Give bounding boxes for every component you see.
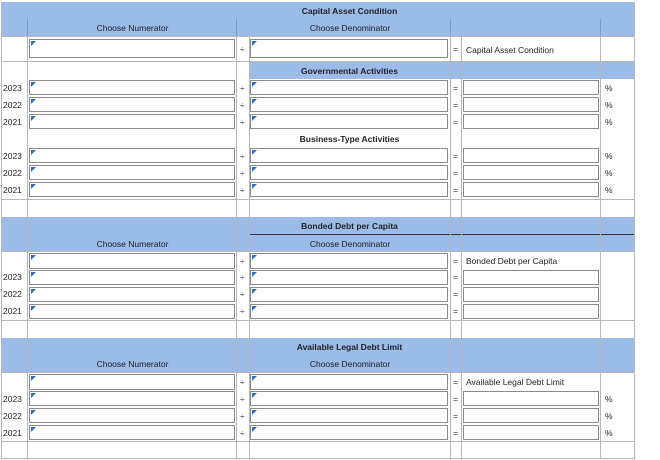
year-label: 2022	[3, 411, 22, 421]
year-label: 2022	[3, 100, 22, 110]
capital-denominator-header: Choose Denominator	[309, 23, 391, 33]
divide-icon: ÷	[240, 83, 245, 93]
bonded-result-2022[interactable]	[463, 287, 599, 302]
grid-line	[634, 2, 635, 459]
bta-denominator-2023[interactable]	[250, 148, 448, 163]
year-label: 2021	[3, 306, 22, 316]
year-label: 2023	[3, 151, 22, 161]
grid-line	[249, 36, 250, 458]
legal-title: Available Legal Debt Limit	[296, 342, 403, 352]
gov-denominator-2022[interactable]	[250, 97, 448, 112]
bonded-denominator-2021[interactable]	[250, 304, 448, 319]
percent-sign: %	[605, 83, 613, 93]
year-label: 2023	[3, 394, 22, 404]
dropdown-marker-icon	[252, 289, 257, 294]
percent-sign: %	[605, 185, 613, 195]
row-line	[1, 441, 634, 442]
equals-icon: =	[453, 428, 458, 438]
dropdown-marker-icon	[252, 150, 257, 155]
year-label: 2021	[3, 185, 22, 195]
bta-numerator-2023[interactable]	[29, 148, 235, 163]
divide-icon: ÷	[240, 306, 245, 316]
percent-sign: %	[605, 117, 613, 127]
percent-sign: %	[605, 100, 613, 110]
dropdown-marker-icon	[252, 393, 257, 398]
legal-numerator-2022[interactable]	[29, 408, 235, 423]
capital-denominator-select[interactable]	[250, 39, 448, 58]
grid-line	[27, 36, 28, 458]
divide-icon: ÷	[240, 411, 245, 421]
bonded-numerator-2023[interactable]	[29, 270, 235, 285]
divider	[27, 19, 28, 36]
gov-numerator-2021[interactable]	[29, 114, 235, 129]
dropdown-marker-icon	[31, 116, 36, 121]
legal-denominator-header: Choose Denominator	[309, 359, 391, 369]
dropdown-marker-icon	[252, 427, 257, 432]
equals-icon: =	[453, 100, 458, 110]
bta-result-2022[interactable]	[463, 165, 599, 180]
equals-icon: =	[453, 168, 458, 178]
equals-icon: =	[453, 83, 458, 93]
row-line	[1, 320, 634, 321]
dropdown-marker-icon	[31, 255, 36, 260]
divide-icon: ÷	[240, 117, 245, 127]
equals-icon: =	[453, 185, 458, 195]
dropdown-marker-icon	[252, 167, 257, 172]
legal-result-2023[interactable]	[463, 391, 599, 406]
year-label: 2023	[3, 83, 22, 93]
gov-denominator-2021[interactable]	[250, 114, 448, 129]
row-line	[1, 36, 634, 37]
legal-numerator-header: Choose Numerator	[96, 359, 169, 369]
divide-icon: ÷	[240, 377, 245, 387]
bonded-result-label: Bonded Debt per Capita	[466, 256, 558, 266]
divider	[600, 19, 601, 36]
percent-sign: %	[605, 411, 613, 421]
equals-icon: =	[453, 377, 458, 387]
gov-result-2023[interactable]	[463, 80, 599, 95]
dropdown-marker-icon	[31, 376, 36, 381]
divide-icon: ÷	[240, 394, 245, 404]
divide-icon: ÷	[240, 289, 245, 299]
dropdown-marker-icon	[252, 410, 257, 415]
divide-icon: ÷	[240, 44, 245, 54]
dropdown-marker-icon	[31, 306, 36, 311]
row-line	[1, 458, 634, 459]
dropdown-marker-icon	[252, 306, 257, 311]
grid-line	[461, 36, 462, 458]
dropdown-marker-icon	[31, 82, 36, 87]
equals-icon: =	[453, 256, 458, 266]
row-line	[1, 199, 634, 200]
dropdown-marker-icon	[31, 272, 36, 277]
divide-icon: ÷	[240, 168, 245, 178]
row-line	[1, 251, 634, 252]
gov-numerator-2023[interactable]	[29, 80, 235, 95]
dropdown-marker-icon	[252, 82, 257, 87]
divide-icon: ÷	[240, 100, 245, 110]
capital-numerator-header: Choose Numerator	[96, 23, 169, 33]
legal-result-2022[interactable]	[463, 408, 599, 423]
dropdown-marker-icon	[252, 99, 257, 104]
legal-denominator-2022[interactable]	[250, 408, 448, 423]
dropdown-marker-icon	[252, 184, 257, 189]
dropdown-marker-icon	[31, 410, 36, 415]
percent-sign: %	[605, 428, 613, 438]
dropdown-marker-icon	[31, 99, 36, 104]
dropdown-marker-icon	[31, 41, 36, 46]
gov-title: Governmental Activities	[301, 66, 398, 76]
capital-title: Capital Asset Condition	[301, 6, 398, 16]
legal-result-label: Available Legal Debt Limit	[466, 377, 565, 387]
dropdown-marker-icon	[31, 427, 36, 432]
bonded-numerator-select[interactable]	[29, 253, 235, 269]
dropdown-marker-icon	[252, 116, 257, 121]
dropdown-marker-icon	[31, 289, 36, 294]
bta-numerator-2022[interactable]	[29, 165, 235, 180]
row-line	[1, 372, 634, 373]
equals-icon: =	[453, 394, 458, 404]
divide-icon: ÷	[240, 185, 245, 195]
bta-result-2023[interactable]	[463, 148, 599, 163]
divider	[236, 19, 237, 36]
bonded-denominator-header: Choose Denominator	[309, 239, 391, 249]
year-label: 2021	[3, 117, 22, 127]
percent-sign: %	[605, 394, 613, 404]
bonded-denominator-2022[interactable]	[250, 287, 448, 302]
grid-line	[450, 36, 451, 458]
year-label: 2023	[3, 272, 22, 282]
dropdown-marker-icon	[31, 150, 36, 155]
dropdown-marker-icon	[252, 41, 257, 46]
percent-sign: %	[605, 168, 613, 178]
divider	[450, 19, 451, 36]
gov-numerator-2022[interactable]	[29, 97, 235, 112]
bta-title: Business-Type Activities	[299, 134, 400, 144]
equals-icon: =	[453, 117, 458, 127]
dropdown-marker-icon	[31, 393, 36, 398]
capital-result-label: Capital Asset Condition	[466, 45, 554, 55]
percent-sign: %	[605, 151, 613, 161]
bonded-title: Bonded Debt per Capita	[301, 221, 398, 231]
dropdown-marker-icon	[252, 376, 257, 381]
dropdown-marker-icon	[31, 184, 36, 189]
legal-denominator-select[interactable]	[250, 374, 448, 390]
year-label: 2022	[3, 168, 22, 178]
year-label: 2022	[3, 289, 22, 299]
divide-icon: ÷	[240, 272, 245, 282]
bonded-denominator-2023[interactable]	[250, 270, 448, 285]
dropdown-marker-icon	[31, 167, 36, 172]
equals-icon: =	[453, 151, 458, 161]
legal-numerator-2021[interactable]	[29, 425, 235, 440]
dropdown-marker-icon	[252, 272, 257, 277]
bonded-result-2023[interactable]	[463, 270, 599, 285]
divide-icon: ÷	[240, 428, 245, 438]
gov-denominator-2023[interactable]	[250, 80, 448, 95]
equals-icon: =	[453, 44, 458, 54]
legal-numerator-2023[interactable]	[29, 391, 235, 406]
legal-denominator-2021[interactable]	[250, 425, 448, 440]
bonded-numerator-header: Choose Numerator	[96, 239, 169, 249]
divide-icon: ÷	[240, 256, 245, 266]
year-label: 2021	[3, 428, 22, 438]
bta-numerator-2021[interactable]	[29, 182, 235, 197]
equals-icon: =	[453, 289, 458, 299]
divider	[250, 234, 634, 235]
gov-result-2021[interactable]	[463, 114, 599, 129]
bonded-denominator-select[interactable]	[250, 253, 448, 269]
divide-icon: ÷	[240, 151, 245, 161]
legal-denominator-2023[interactable]	[250, 391, 448, 406]
capital-numerator-select[interactable]	[29, 39, 235, 58]
equals-icon: =	[453, 272, 458, 282]
bonded-numerator-2022[interactable]	[29, 287, 235, 302]
bonded-numerator-2021[interactable]	[29, 304, 235, 319]
dropdown-marker-icon	[252, 255, 257, 260]
legal-numerator-select[interactable]	[29, 374, 235, 390]
equals-icon: =	[453, 411, 458, 421]
equals-icon: =	[453, 306, 458, 316]
bta-denominator-2022[interactable]	[250, 165, 448, 180]
bonded-result-2021[interactable]	[463, 304, 599, 319]
grid-line	[1, 2, 2, 459]
grid-line	[236, 36, 237, 458]
legal-result-2021[interactable]	[463, 425, 599, 440]
bta-denominator-2021[interactable]	[250, 182, 448, 197]
gov-result-2022[interactable]	[463, 97, 599, 112]
grid-line	[600, 36, 601, 458]
bta-result-2021[interactable]	[463, 182, 599, 197]
